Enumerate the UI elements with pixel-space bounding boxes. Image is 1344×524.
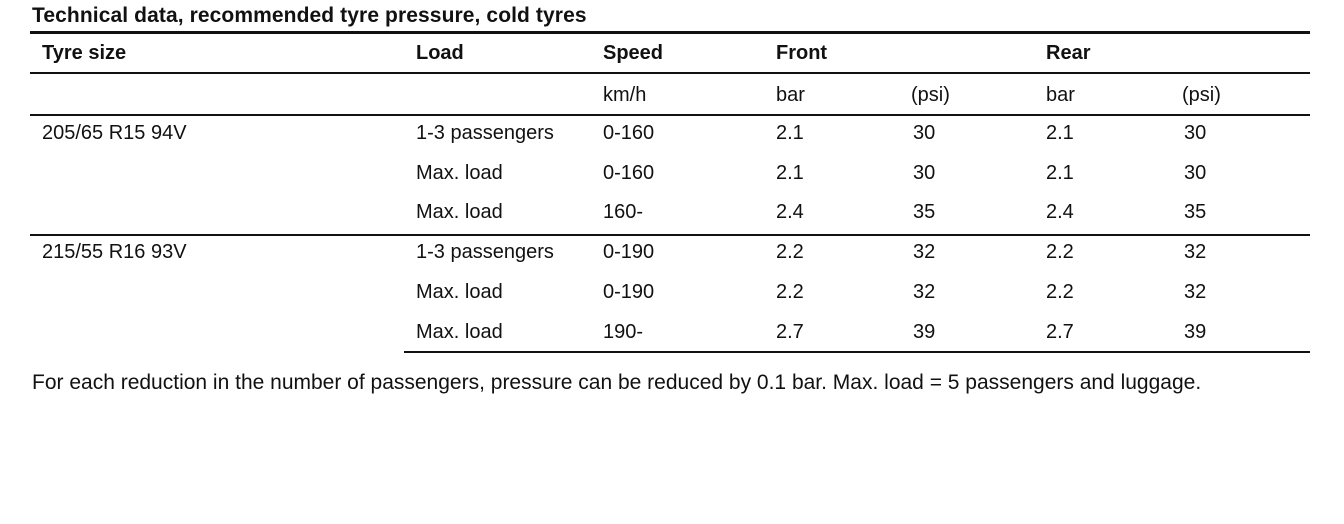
- header-speed: Speed: [603, 42, 664, 64]
- front-bar: 2.2: [776, 281, 804, 303]
- rule-units: [30, 114, 1310, 116]
- speed: 0-190: [603, 281, 655, 303]
- front-bar: 2.2: [776, 241, 804, 263]
- header-rear: Rear: [1046, 42, 1091, 64]
- speed: 0-160: [603, 162, 655, 184]
- rear-psi: 39: [1184, 321, 1207, 343]
- front-psi: 32: [913, 241, 936, 263]
- rear-bar: 2.1: [1046, 122, 1074, 144]
- rear-psi: 30: [1184, 162, 1207, 184]
- load: Max. load: [416, 321, 503, 343]
- front-bar: 2.4: [776, 201, 804, 223]
- load: Max. load: [416, 281, 503, 303]
- speed: 0-190: [603, 241, 655, 263]
- rear-psi: 32: [1184, 241, 1207, 263]
- front-psi: 30: [913, 122, 936, 144]
- rear-bar: 2.1: [1046, 162, 1074, 184]
- unit-rear-psi: (psi): [1182, 84, 1221, 106]
- unit-front-bar: bar: [776, 84, 805, 106]
- load: 1-3 passengers: [416, 241, 554, 263]
- page-title: Technical data, recommended tyre pressure, cold tyres: [32, 4, 587, 27]
- rear-bar: 2.7: [1046, 321, 1074, 343]
- unit-rear-bar: bar: [1046, 84, 1075, 106]
- front-bar: 2.1: [776, 122, 804, 144]
- rear-psi: 30: [1184, 122, 1207, 144]
- unit-speed: km/h: [603, 84, 647, 106]
- tyre-size: 215/55 R16 93V: [42, 241, 187, 263]
- front-psi: 30: [913, 162, 936, 184]
- speed: 0-160: [603, 122, 655, 144]
- header-tyre-size: Tyre size: [42, 42, 127, 64]
- speed: 190-: [603, 321, 644, 343]
- footnote: For each reduction in the number of passengers, pressure can be reduced by 0.1 bar. Max. load = 5 passengers and luggage.: [32, 371, 1202, 394]
- load: Max. load: [416, 201, 503, 223]
- rear-bar: 2.2: [1046, 241, 1074, 263]
- front-psi: 35: [913, 201, 936, 223]
- load: Max. load: [416, 162, 503, 184]
- header-front: Front: [776, 42, 828, 64]
- rule-top: [30, 31, 1310, 34]
- front-psi: 39: [913, 321, 936, 343]
- rear-bar: 2.2: [1046, 281, 1074, 303]
- front-bar: 2.1: [776, 162, 804, 184]
- tyre-size: 205/65 R15 94V: [42, 122, 187, 144]
- load: 1-3 passengers: [416, 122, 554, 144]
- rear-bar: 2.4: [1046, 201, 1074, 223]
- unit-front-psi: (psi): [911, 84, 950, 106]
- speed: 160-: [603, 201, 644, 223]
- header-load: Load: [416, 42, 464, 64]
- rule-header: [30, 72, 1310, 74]
- rear-psi: 32: [1184, 281, 1207, 303]
- front-bar: 2.7: [776, 321, 804, 343]
- front-psi: 32: [913, 281, 936, 303]
- rule-bottom: [404, 351, 1310, 353]
- rear-psi: 35: [1184, 201, 1207, 223]
- rule-group: [30, 234, 1310, 236]
